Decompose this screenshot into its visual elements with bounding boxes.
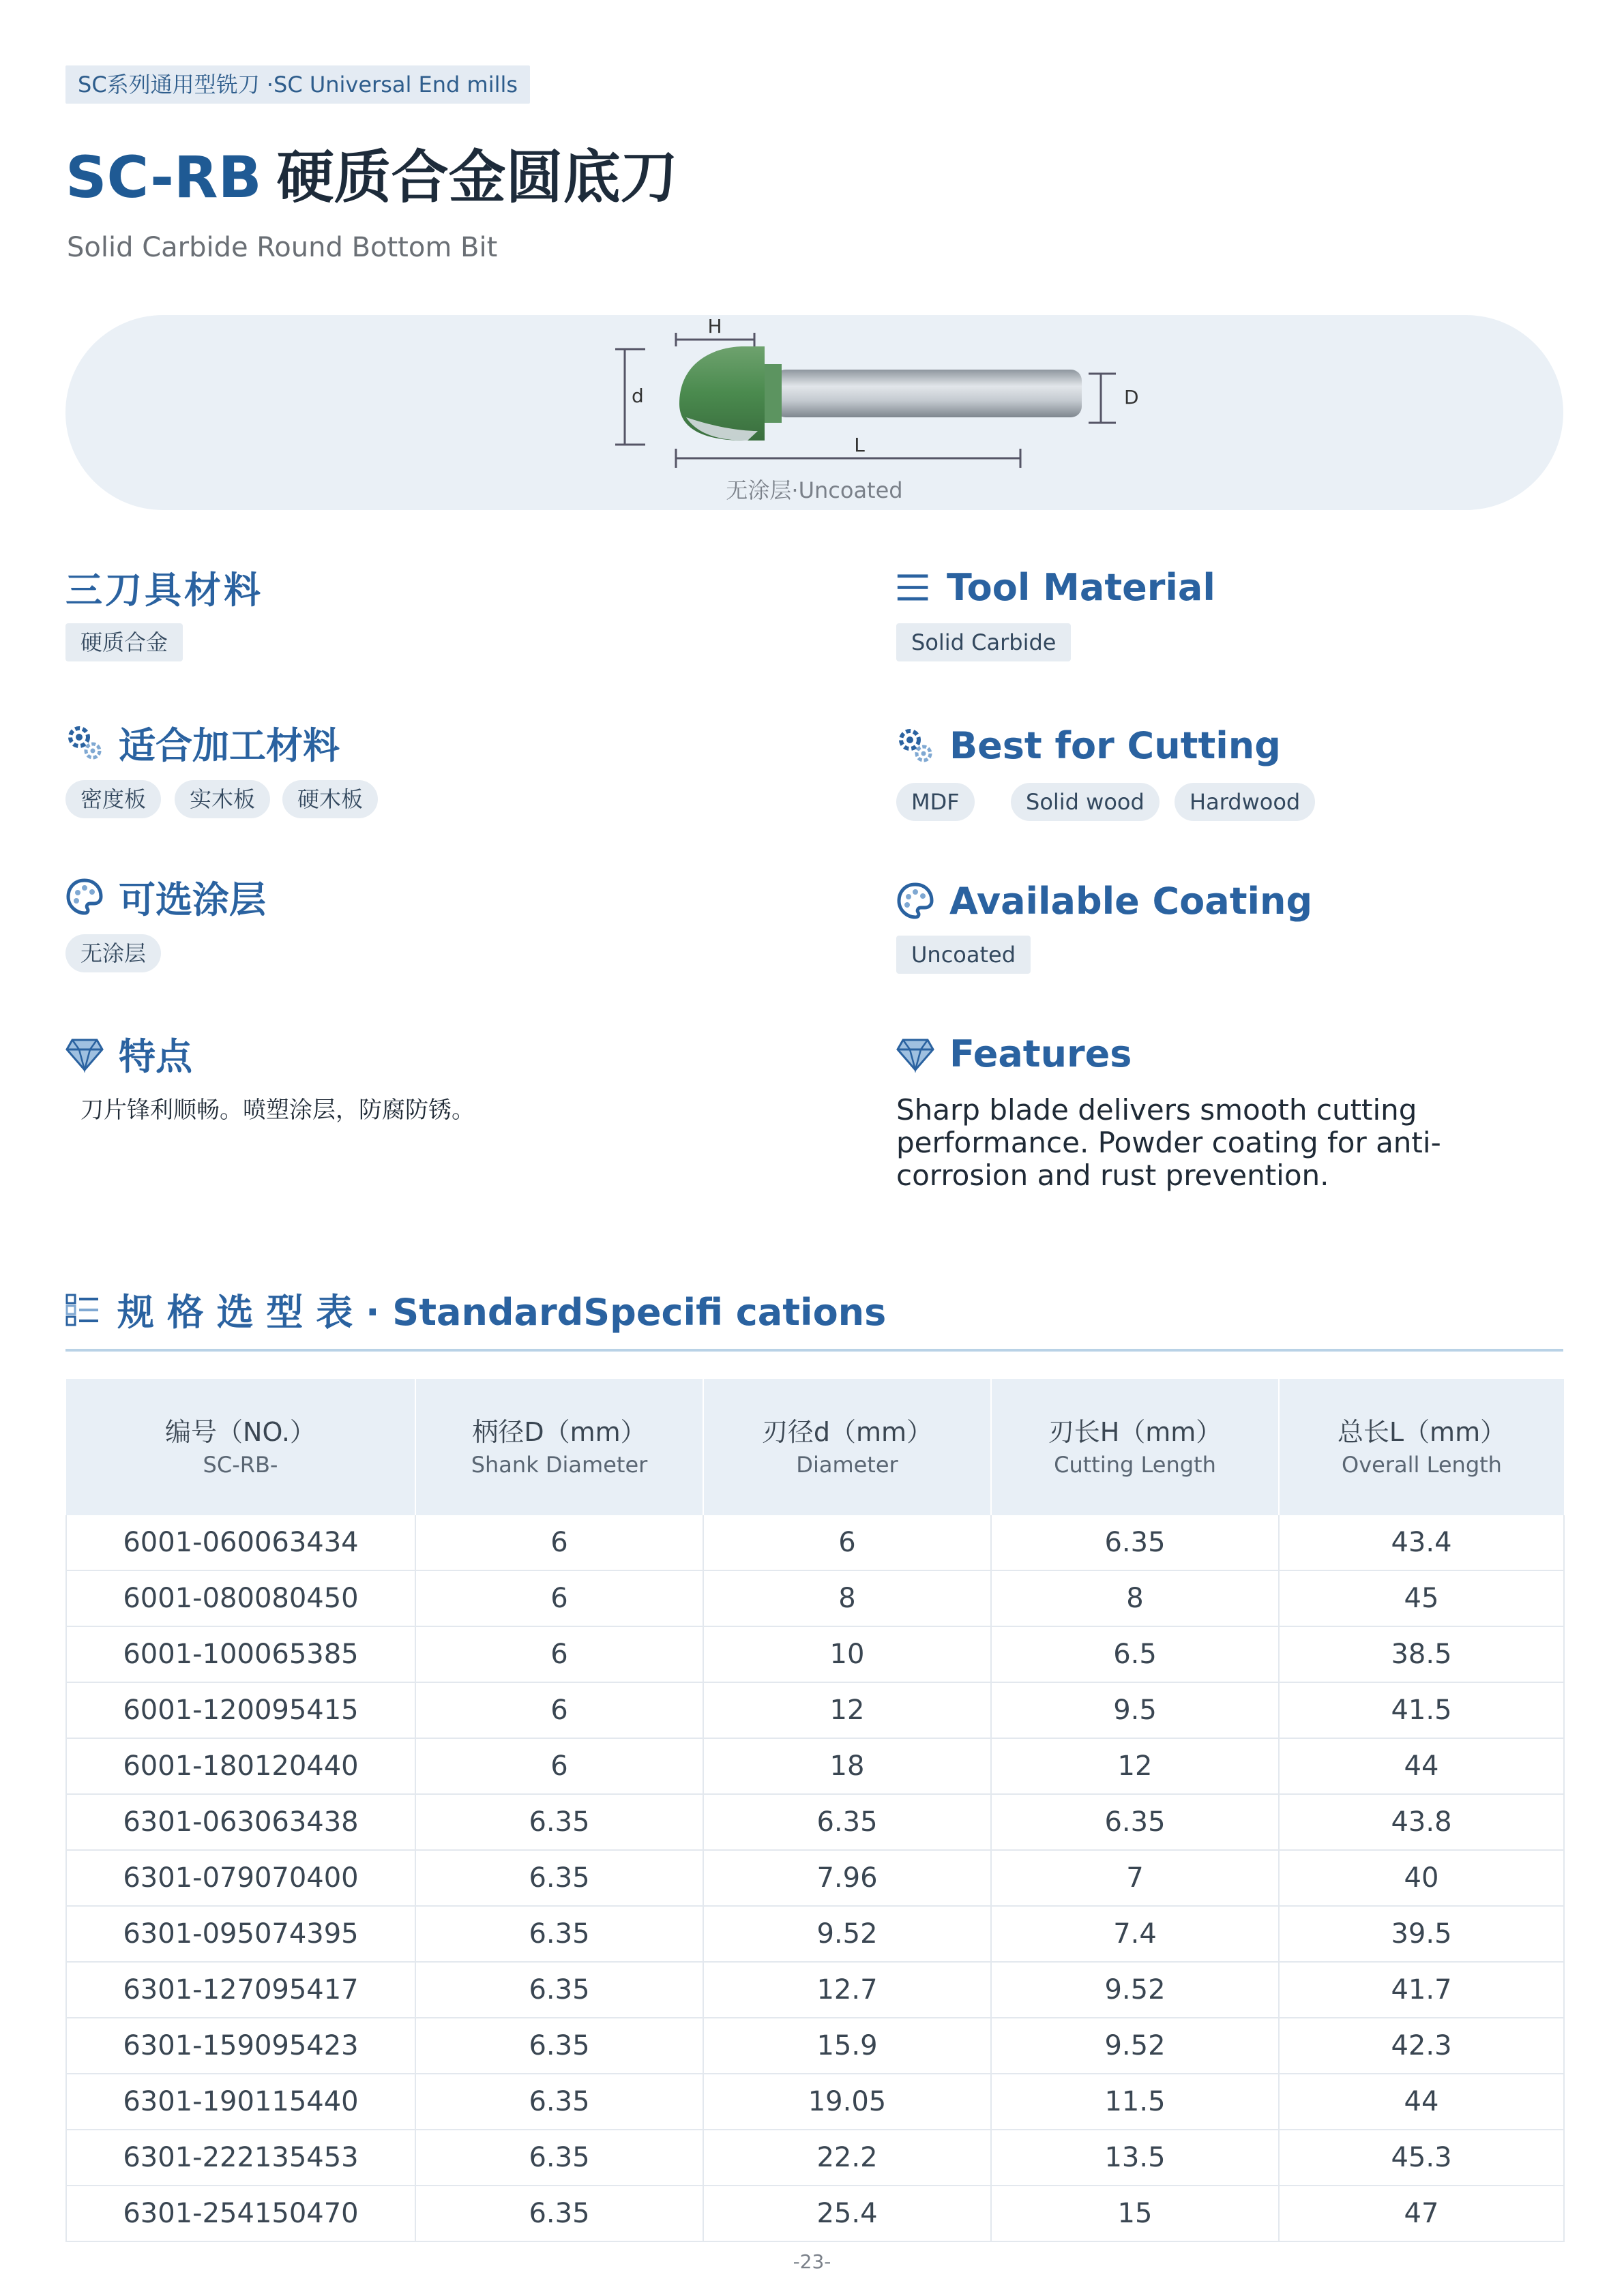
dim-label-h: H: [707, 315, 722, 338]
column-header-overall-length: 总长L（mm） Overall Length: [1279, 1379, 1564, 1515]
cutting-chip-en-1: MDF: [896, 783, 975, 821]
table-row: 6301-079070400 6.35 7.96 7 40: [66, 1850, 1564, 1906]
features-text-en: Sharp blade delivers smooth cutting performance. Powder coating for anti-corrosion and rust prevention.: [896, 1093, 1441, 1192]
material-title-cn: 三刀具材料: [65, 568, 263, 612]
coating-title-cn-row: [65, 873, 266, 921]
material-title-en: Tool Material: [947, 565, 1215, 609]
table-row: 6301-222135453 6.35 22.2 13.5 45.3: [66, 2130, 1564, 2186]
cutting-chip-cn-3: 硬木板: [282, 780, 378, 818]
spec-title: 规 格 选 型 表 · StandardSpecifi cations: [117, 1290, 887, 1334]
palette-icon: [65, 878, 104, 916]
table-row: 6301-254150470 6.35 25.4 15 47: [66, 2186, 1564, 2241]
title-code: SC-RB: [65, 144, 262, 211]
dim-label-d: d: [632, 385, 644, 407]
table-row: 6301-159095423 6.35 15.9 9.52 42.3: [66, 2018, 1564, 2074]
list-icon: [896, 569, 932, 605]
table-header-row: [66, 1379, 1564, 1515]
coating-title-en: Available Coating: [949, 879, 1313, 923]
spec-table: [65, 1379, 1565, 2242]
features-title-en-row: [896, 1030, 1132, 1077]
palette-icon: [896, 882, 934, 920]
column-header-no: 编号（NO.） SC-RB-: [66, 1379, 415, 1515]
table-row: 6301-095074395 6.35 9.52 7.4 39.5: [66, 1906, 1564, 1962]
page-title: [65, 143, 678, 211]
list-check-icon: [65, 1292, 100, 1326]
material-title-en-row: [896, 563, 1215, 611]
table-row: 6301-063063438 6.35 6.35 6.35 43.8: [66, 1794, 1564, 1850]
cutting-title-cn-row: [65, 719, 340, 766]
banner-caption: 无涂层·Uncoated: [726, 477, 903, 503]
cutting-chip-en-2: Solid wood: [1011, 783, 1160, 821]
column-header-diameter: 刃径d（mm） Diameter: [703, 1379, 991, 1515]
dim-label-D: D: [1124, 386, 1139, 408]
cutting-chip-cn-1: 密度板: [65, 780, 161, 818]
gear-icon: [896, 726, 934, 764]
material-chip-en: Solid Carbide: [896, 623, 1071, 661]
column-header-shank: 柄径D（mm） Shank Diameter: [415, 1379, 703, 1515]
table-row: 6301-127095417 6.35 12.7 9.52 41.7: [66, 1962, 1564, 2018]
features-title-cn: 特点: [119, 1034, 192, 1078]
table-row: 6001-060063434 6 6 6.35 43.4: [66, 1515, 1564, 1570]
title-cn: 硬质合金圆底刀: [276, 144, 678, 211]
dim-label-L: L: [854, 434, 865, 456]
spec-divider: [65, 1349, 1563, 1352]
features-text-cn: 刀片锋利顺畅。喷塑涂层，防腐防锈。: [80, 1097, 475, 1124]
gear-icon: [65, 724, 104, 762]
cutting-chip-en-3: Hardwood: [1175, 783, 1315, 821]
cutting-chip-cn-2: 实木板: [175, 780, 270, 818]
cutting-title-cn: 适合加工材料: [119, 724, 340, 767]
coating-chip-cn: 无涂层: [65, 934, 161, 972]
table-row: 6001-180120440 6 18 12 44: [66, 1738, 1564, 1794]
table-row: 6001-080080450 6 8 8 45: [66, 1570, 1564, 1626]
coating-chip-en: Uncoated: [896, 936, 1031, 974]
cutter-head: [679, 346, 765, 441]
features-title-cn-row: [65, 1030, 192, 1077]
cutting-title-en-row: [896, 721, 1281, 769]
diamond-icon: [896, 1034, 934, 1073]
product-banner: [65, 315, 1563, 510]
series-tag: SC系列通用型铣刀 ·SC Universal End mills: [65, 65, 530, 104]
material-chip-cn: 硬质合金: [65, 623, 183, 661]
spec-title-row: [65, 1282, 886, 1337]
page-subtitle: Solid Carbide Round Bottom Bit: [67, 232, 498, 263]
page-number: -23-: [793, 2250, 831, 2273]
features-title-en: Features: [949, 1032, 1132, 1075]
table-row: 6001-100065385 6 10 6.5 38.5: [66, 1626, 1564, 1682]
diamond-icon: [65, 1034, 104, 1073]
column-header-cutting-length: 刃长H（mm） Cutting Length: [991, 1379, 1279, 1515]
coating-title-en-row: [896, 877, 1312, 925]
table-row: 6001-120095415 6 12 9.5 41.5: [66, 1682, 1564, 1738]
coating-title-cn: 可选涂层: [119, 878, 266, 921]
table-row: 6301-190115440 6.35 19.05 11.5 44: [66, 2074, 1564, 2130]
cutting-title-en: Best for Cutting: [949, 724, 1281, 767]
shank: [775, 370, 1082, 417]
